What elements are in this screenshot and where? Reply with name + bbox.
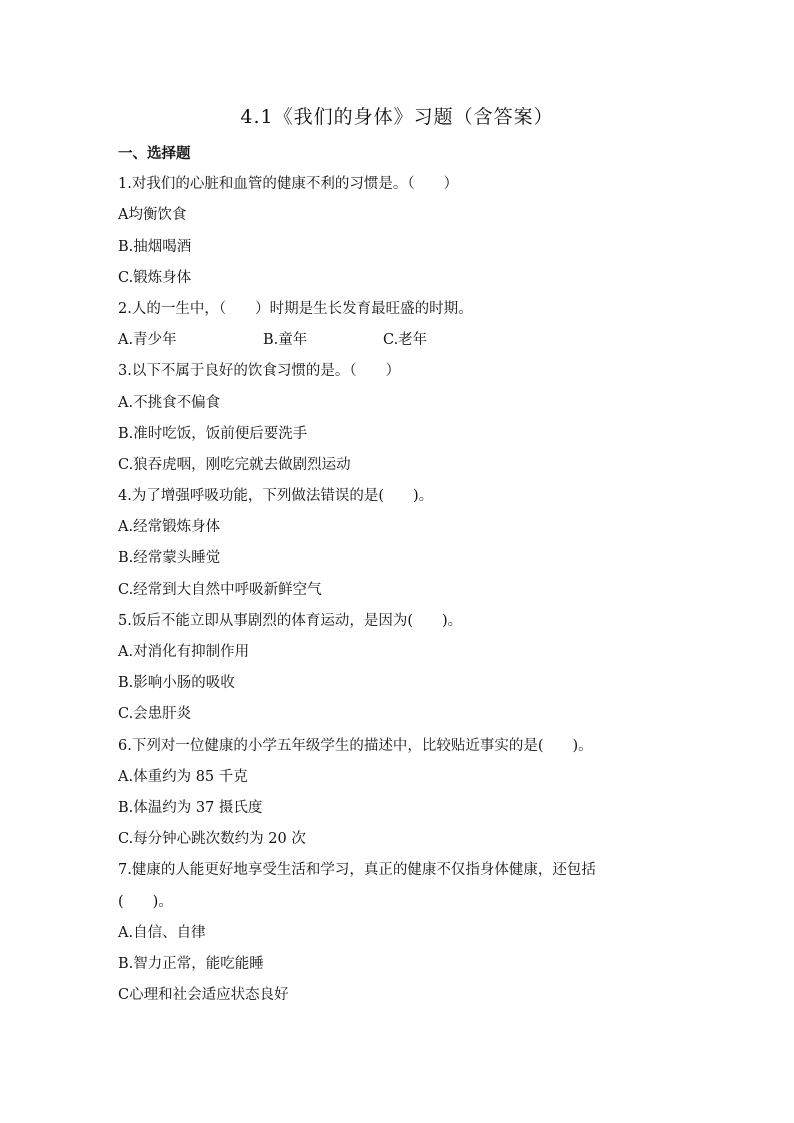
- document-title: 4.1《我们的身体》习题（含答案）: [240, 106, 554, 128]
- option-2c: C.老年: [383, 332, 428, 349]
- question-stem-5: 5.饭后不能立即从事剧烈的体育运动，是因为( )。: [118, 612, 463, 629]
- question-stem-7: 7.健康的人能更好地享受生活和学习，真正的健康不仅指身体健康，还包括: [118, 862, 596, 879]
- option-6b: B.体温约为 37 摄氏度: [118, 799, 263, 816]
- option-1a: A均衡饮食: [118, 207, 187, 224]
- option-2a: A.青少年: [118, 332, 177, 349]
- option-5b: B.影响小肠的吸收: [118, 675, 235, 692]
- option-7c: C心理和社会适应状态良好: [118, 987, 289, 1004]
- option-3b: B.准时吃饭，饭前便后要洗手: [118, 425, 308, 442]
- option-2b: B.童年: [263, 332, 308, 349]
- option-7b: B.智力正常，能吃能睡: [118, 955, 264, 972]
- option-6c: C.每分钟心跳次数约为 20 次: [118, 831, 306, 848]
- option-4a: A.经常锻炼身体: [118, 519, 221, 536]
- question-stem-4: 4.为了增强呼吸功能，下列做法错误的是( )。: [118, 488, 434, 505]
- question-stem-6: 6.下列对一位健康的小学五年级学生的描述中，比较贴近事实的是( )。: [118, 737, 593, 754]
- option-5c: C.会患肝炎: [118, 706, 192, 723]
- question-list: [118, 138, 678, 1011]
- option-6a: A.体重约为 85 千克: [118, 768, 248, 785]
- option-3a: A.不挑食不偏食: [118, 394, 221, 411]
- option-1b: B.抽烟喝酒: [118, 238, 192, 255]
- question-stem-2: 2.人的一生中，（ ）时期是生长发育最旺盛的时期。: [118, 300, 473, 317]
- question-stem-3: 3.以下不属于良好的饮食习惯的是。（ ）: [118, 363, 401, 380]
- question-stem-1: 1.对我们的心脏和血管的健康不利的习惯是。（ ）: [118, 176, 459, 193]
- option-7a: A.自信、自律: [118, 924, 206, 941]
- option-1c: C.锻炼身体: [118, 269, 192, 286]
- option-row-2: [118, 325, 678, 356]
- question-stem-7-cont: ( )。: [118, 893, 173, 910]
- option-4b: B.经常蒙头睡觉: [118, 550, 221, 567]
- option-4c: C.经常到大自然中呼吸新鲜空气: [118, 581, 322, 598]
- option-3c: C.狼吞虎咽，刚吃完就去做剧烈运动: [118, 456, 351, 473]
- option-5a: A.对消化有抑制作用: [118, 644, 250, 660]
- section-heading: 一、选择题: [118, 145, 191, 162]
